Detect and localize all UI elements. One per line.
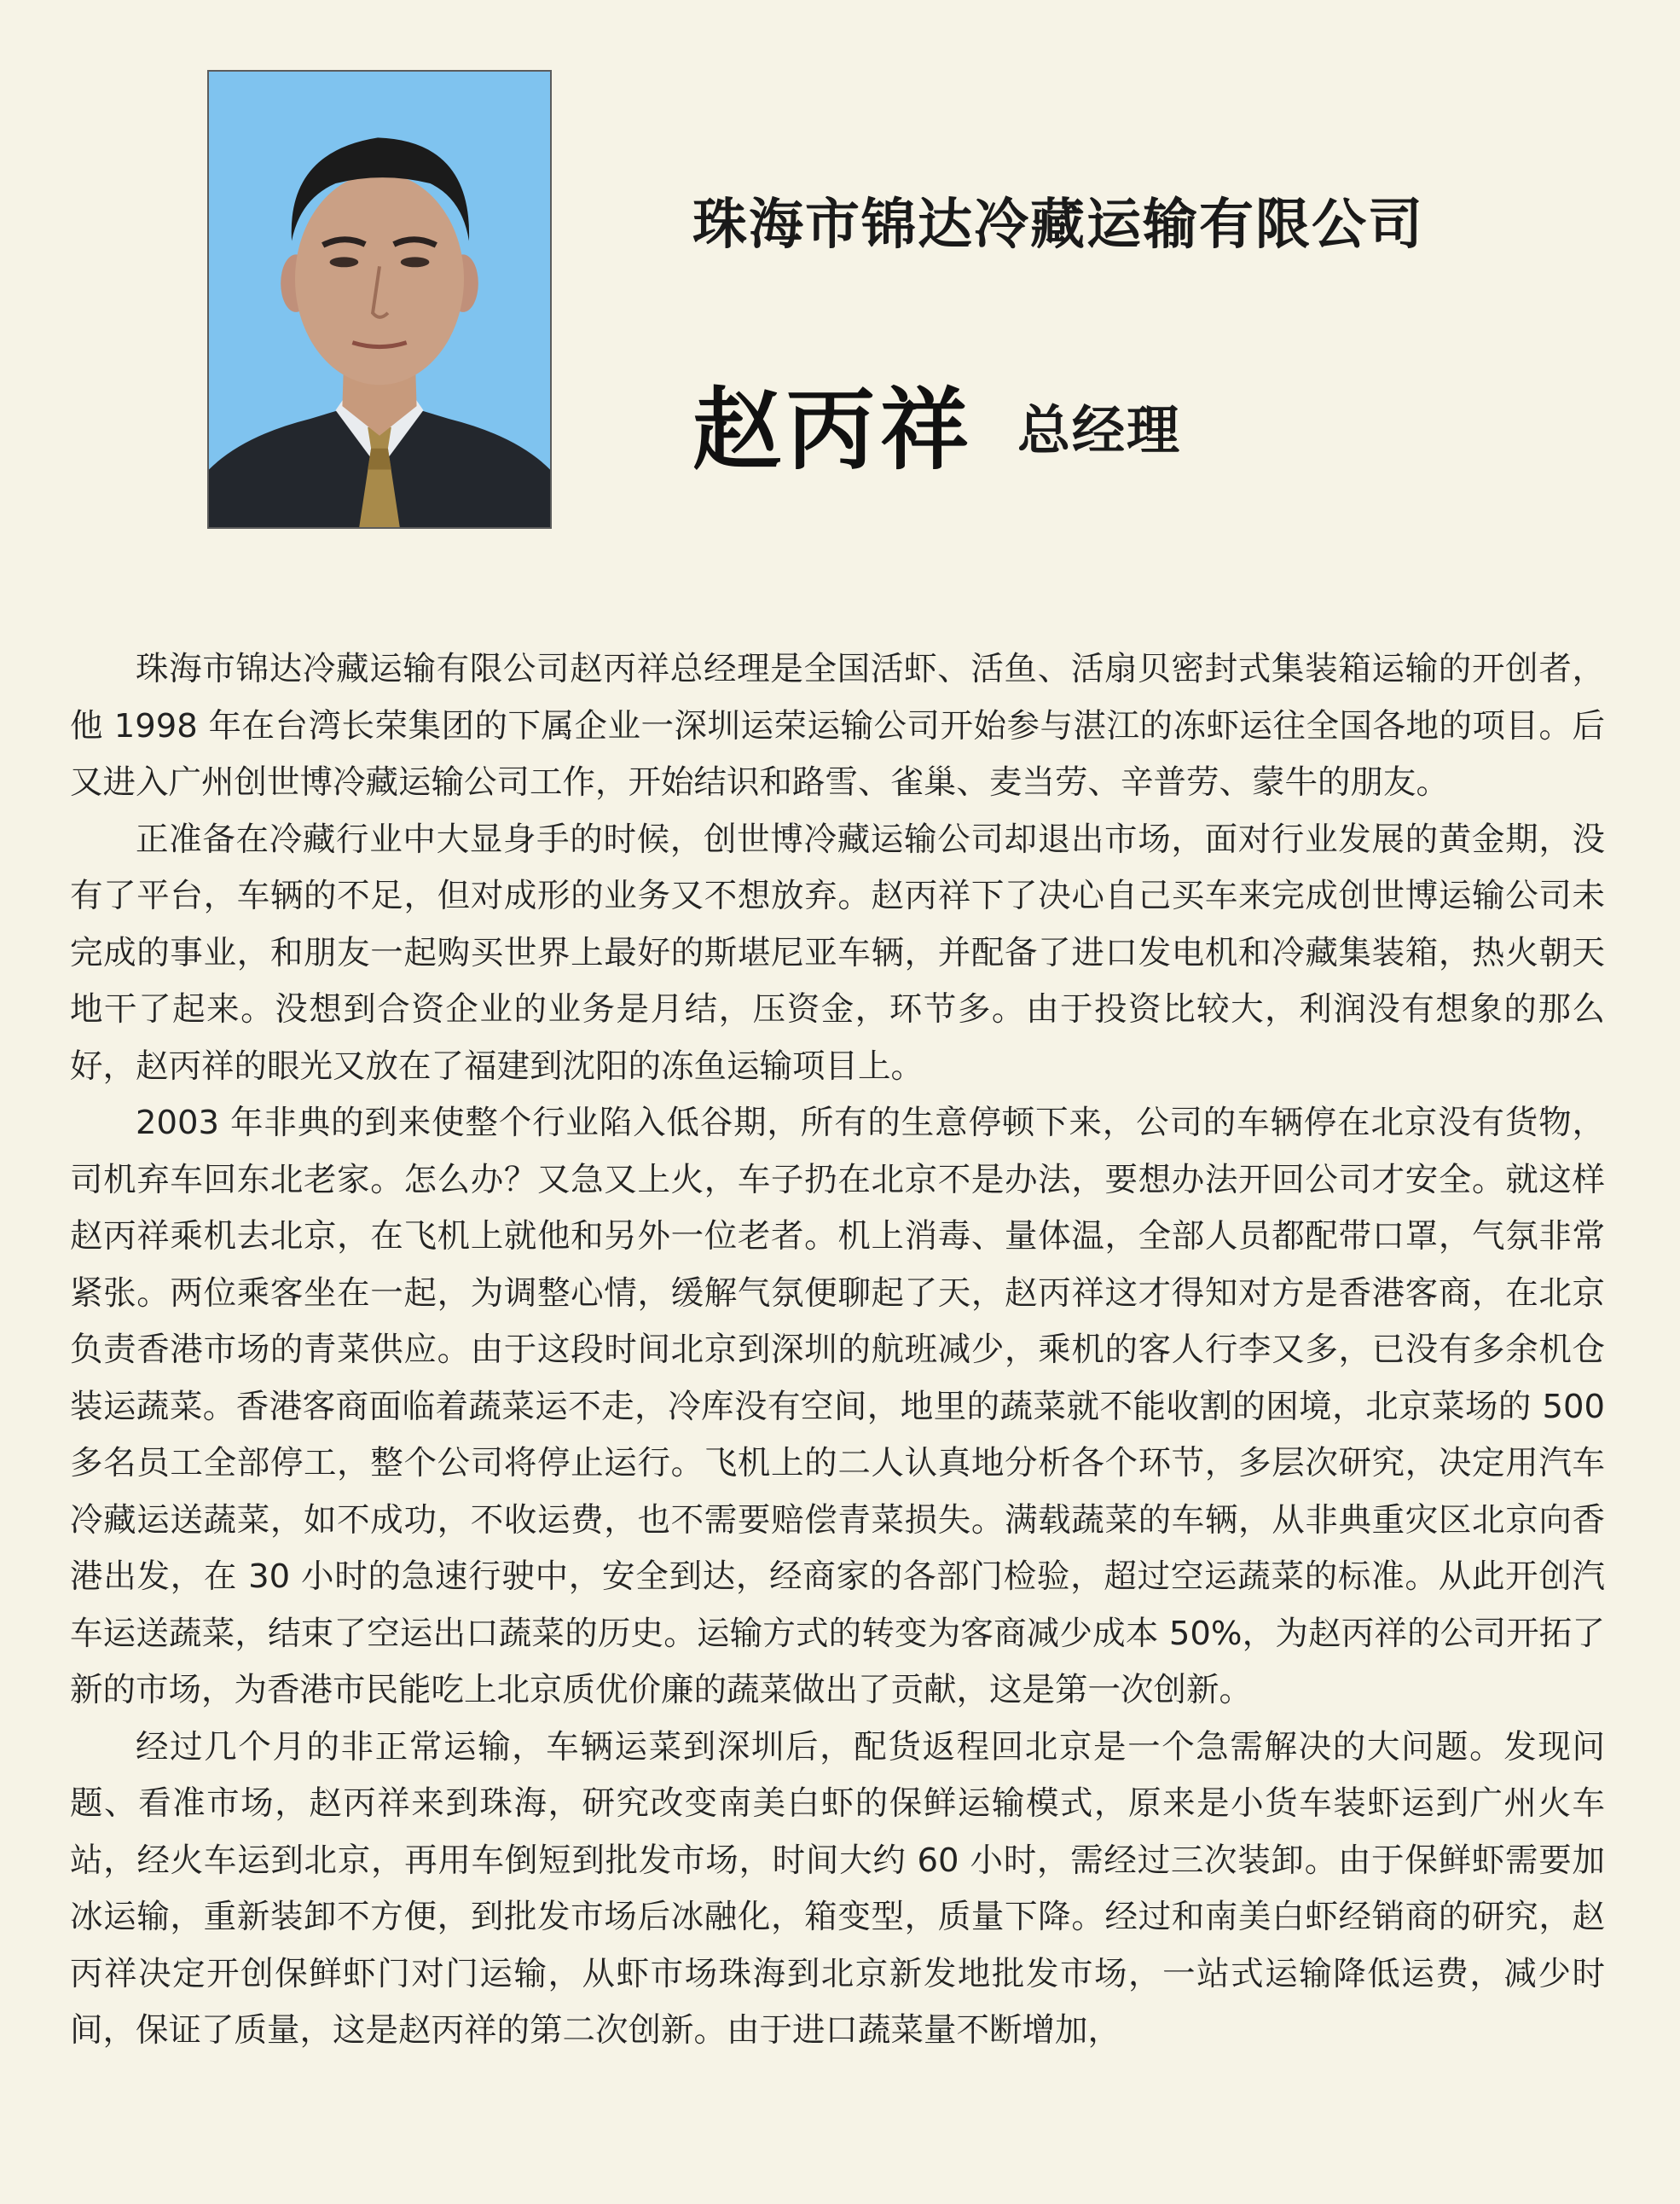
person-title: 总经理 (1017, 399, 1182, 461)
article-body (70, 641, 1605, 2060)
article-paragraph: 2003 年非典的到来使整个行业陷入低谷期，所有的生意停顿下来，公司的车辆停在北京没有货物，司机弃车回东北老家。怎么办？又急又上火，车子扔在北京不是办法，要想办法开回公司才安全。就这样赵丙祥乘机去北京，在飞机上就他和另外一位老者。机上消毒、量体温，全部人员都配带口罩，气氛非常紧张。两位乘客坐在一起，为调整心情，缓解气氛便聊起了天，赵丙祥这才得知对方是香港客商，在北京负责香港市场的青菜供应。由于这段时间北京到深圳的航班减少，乘机的客人行李又多，已没有多余机仓装运蔬菜。香港客商面临着蔬菜运不走，冷库没有空间，地里的蔬菜就不能收割的困境，北京菜场的 500 多名员工全部停工，整个公司将停止运行。飞机上的二人认真地分析各个环节，多层次研究，决定用汽车冷藏运送蔬菜，如不成功，不收运费，也不需要赔偿青菜损失。满载蔬菜的车辆，从非典重灾区北京向香港出发，在 30 小时的急速行驶中，安全到达，经商家的各部门检验，超过空运蔬菜的标准。从此开创汽车运送蔬菜，结束了空运出口蔬菜的历史。运输方式的转变为客商减少成本 50%，为赵丙祥的公司开拓了新的市场，为香港市民能吃上北京质优价廉的蔬菜做出了贡献，这是第一次创新。 (70, 1104, 1605, 1709)
article-paragraph: 珠海市锦达冷藏运输有限公司赵丙祥总经理是全国活虾、活鱼、活扇贝密封式集装箱运输的开创者，他 1998 年在台湾长荣集团的下属企业一深圳运荣运输公司开始参与湛江的冻虾运往全国各地的项目。后又进入广州创世博冷藏运输公司工作，开始结识和路雪、雀巢、麦当劳、辛普劳、蒙牛的朋友。 (70, 650, 1605, 802)
company-name: 珠海市锦达冷藏运输有限公司 (692, 194, 1424, 257)
portrait-photo (207, 70, 552, 529)
article-paragraph: 正准备在冷藏行业中大显身手的时候，创世博冷藏运输公司却退出市场，面对行业发展的黄金期，没有了平台，车辆的不足，但对成形的业务又不想放弃。赵丙祥下了决心自己买车来完成创世博运输公司未完成的事业，和朋友一起购买世界上最好的斯堪尼亚车辆，并配备了进口发电机和冷藏集装箱，热火朝天地干了起来。没想到合资企业的业务是月结，压资金，环节多。由于投资比较大，利润没有想象的那么好，赵丙祥的眼光又放在了福建到沈阳的冻鱼运输项目上。 (70, 820, 1605, 1086)
article-paragraph: 经过几个月的非正常运输，车辆运菜到深圳后，配货返程回北京是一个急需解决的大问题。发现问题、看准市场，赵丙祥来到珠海，研究改变南美白虾的保鲜运输模式，原来是小货车装虾运到广州火车站，经火车运到北京，再用车倒短到批发市场，时间大约 60 小时，需经过三次装卸。由于保鲜虾需要加冰运输，重新装卸不方便，到批发市场后冰融化，箱变型，质量下降。经过和南美白虾经销商的研究，赵丙祥决定开创保鲜虾门对门运输，从虾市场珠海到北京新发地批发市场，一站式运输降低运费，减少时间，保证了质量，这是赵丙祥的第二次创新。由于进口蔬菜量不断增加， (70, 1727, 1605, 2050)
portrait-image (209, 72, 550, 527)
person-name: 赵丙祥 (692, 378, 975, 482)
